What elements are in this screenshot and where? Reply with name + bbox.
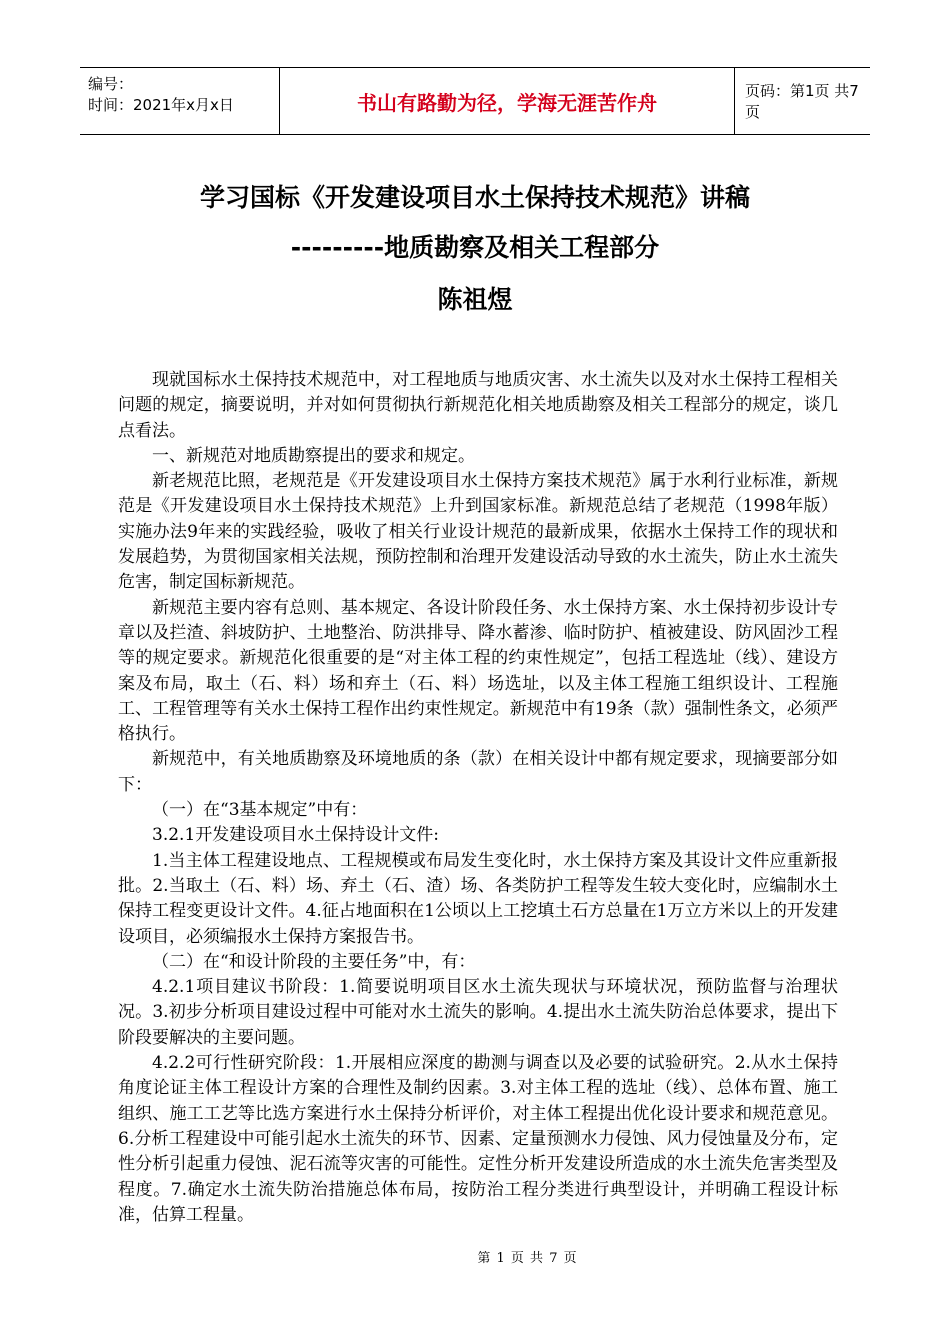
footer-page-number: 第 1 页 共 7 页 xyxy=(477,1251,578,1266)
document-body xyxy=(118,368,838,1228)
paragraph: 现就国标水土保持技术规范中，对工程地质与地质灾害、水土流失以及对水土保持工程相关问题的规定，摘要说明，并对如何贯彻执行新规范化相关地质勘察及相关工程部分的规定，谈几点看法。 xyxy=(118,370,838,441)
paragraph: （一）在“3基本规定”中有： xyxy=(152,800,368,821)
document-date: 时间：2021年x月x日 xyxy=(88,96,234,114)
document-number-label: 编号： xyxy=(88,75,134,93)
page-header xyxy=(80,67,870,135)
paragraph: 新老规范比照，老规范是《开发建设项目水土保持方案技术规范》属于水利行业标准，新规范是《开发建设项目水土保持技术规范》上升到国家标准。新规范总结了老规范（1998年版）实施办法9年来的实践经验，吸收了相关行业设计规范的最新成果，依据水土保持工作的现状和发展趋势，为贯彻国家相关法规，预防控制和治理开发建设活动导致的水土流失，防止水土流失危害，制定国标新规范。 xyxy=(118,471,838,593)
paragraph: 4.2.2可行性研究阶段：1.开展相应深度的勘测与调查以及必要的试验研究。2.从水土保持角度论证主体工程设计方案的合理性及制约因素。3.对主体工程的选址（线）、总体布置、施工组织、施工工艺等比选方案进行水土保持分析评价，对主体工程提出优化设计要求和规范意见。6.分析工程建设中可能引起水土流失的环节、因素、定量预测水力侵蚀、风力侵蚀量及分布，定性分析引起重力侵蚀、泥石流等灾害的可能性。定性分析开发建设所造成的水土流失危害类型及程度。7.确定水土流失防治措施总体布局，按防治工程分类进行典型设计，并明确工程设计标准，估算工程量。 xyxy=(118,1053,838,1225)
header-meta xyxy=(80,68,280,134)
paragraph: 4.2.1项目建议书阶段：1.简要说明项目区水土流失现状与环境状况，预防监督与治理状况。3.初步分析项目建设过程中可能对水土流失的影响。4.提出水土流失防治总体要求，提出下阶段要解决的主要问题。 xyxy=(118,977,838,1048)
header-slogan: 书山有路勤为径，学海无涯苦作舟 xyxy=(280,68,735,134)
paragraph: 3.2.1开发建设项目水土保持设计文件: xyxy=(152,825,439,846)
document-title: 学习国标《开发建设项目水土保持技术规范》讲稿 xyxy=(199,183,750,212)
document-author: 陈祖煜 xyxy=(437,285,513,314)
paragraph: 新规范主要内容有总则、基本规定、各设计阶段任务、水土保持方案、水土保持初步设计专章以及拦渣、斜坡防护、土地整治、防洪排导、降水蓄渗、临时防护、植被建设、防风固沙工程等的规定要求。新规范化很重要的是“对主体工程的约束性规定”，包括工程选址（线）、建设方案及布局，取土（石、料）场和弃土（石、料）场选址，以及主体工程施工组织设计、工程施工、工程管理等有关水土保持工程作出约束性规定。新规范中有19条（款）强制性条文，必须严格执行。 xyxy=(118,597,838,745)
paragraph: 一、新规范对地质勘察提出的要求和规定。 xyxy=(152,445,475,466)
document-subtitle: ---------地质勘察及相关工程部分 xyxy=(290,233,660,262)
paragraph: 1.当主体工程建设地点、工程规模或布局发生变化时，水土保持方案及其设计文件应重新报批。2.当取土（石、料）场、弃土（石、渣）场、各类防护工程等发生较大变化时，应编制水土保持工程变更设计文件。4.征占地面积在1公顷以上工挖填土石方总量在1万立方米以上的开发建设项目，必须编报水土保持方案报告书。 xyxy=(118,850,838,947)
header-page-info: 页码：第1页 共7页 xyxy=(745,82,859,121)
paragraph: 新规范中，有关地质勘察及环境地质的条（款）在相关设计中都有规定要求，现摘要部分如下： xyxy=(118,749,838,795)
page-footer xyxy=(0,1247,950,1266)
paragraph: （二）在“和设计阶段的主要任务”中，有： xyxy=(152,951,476,972)
